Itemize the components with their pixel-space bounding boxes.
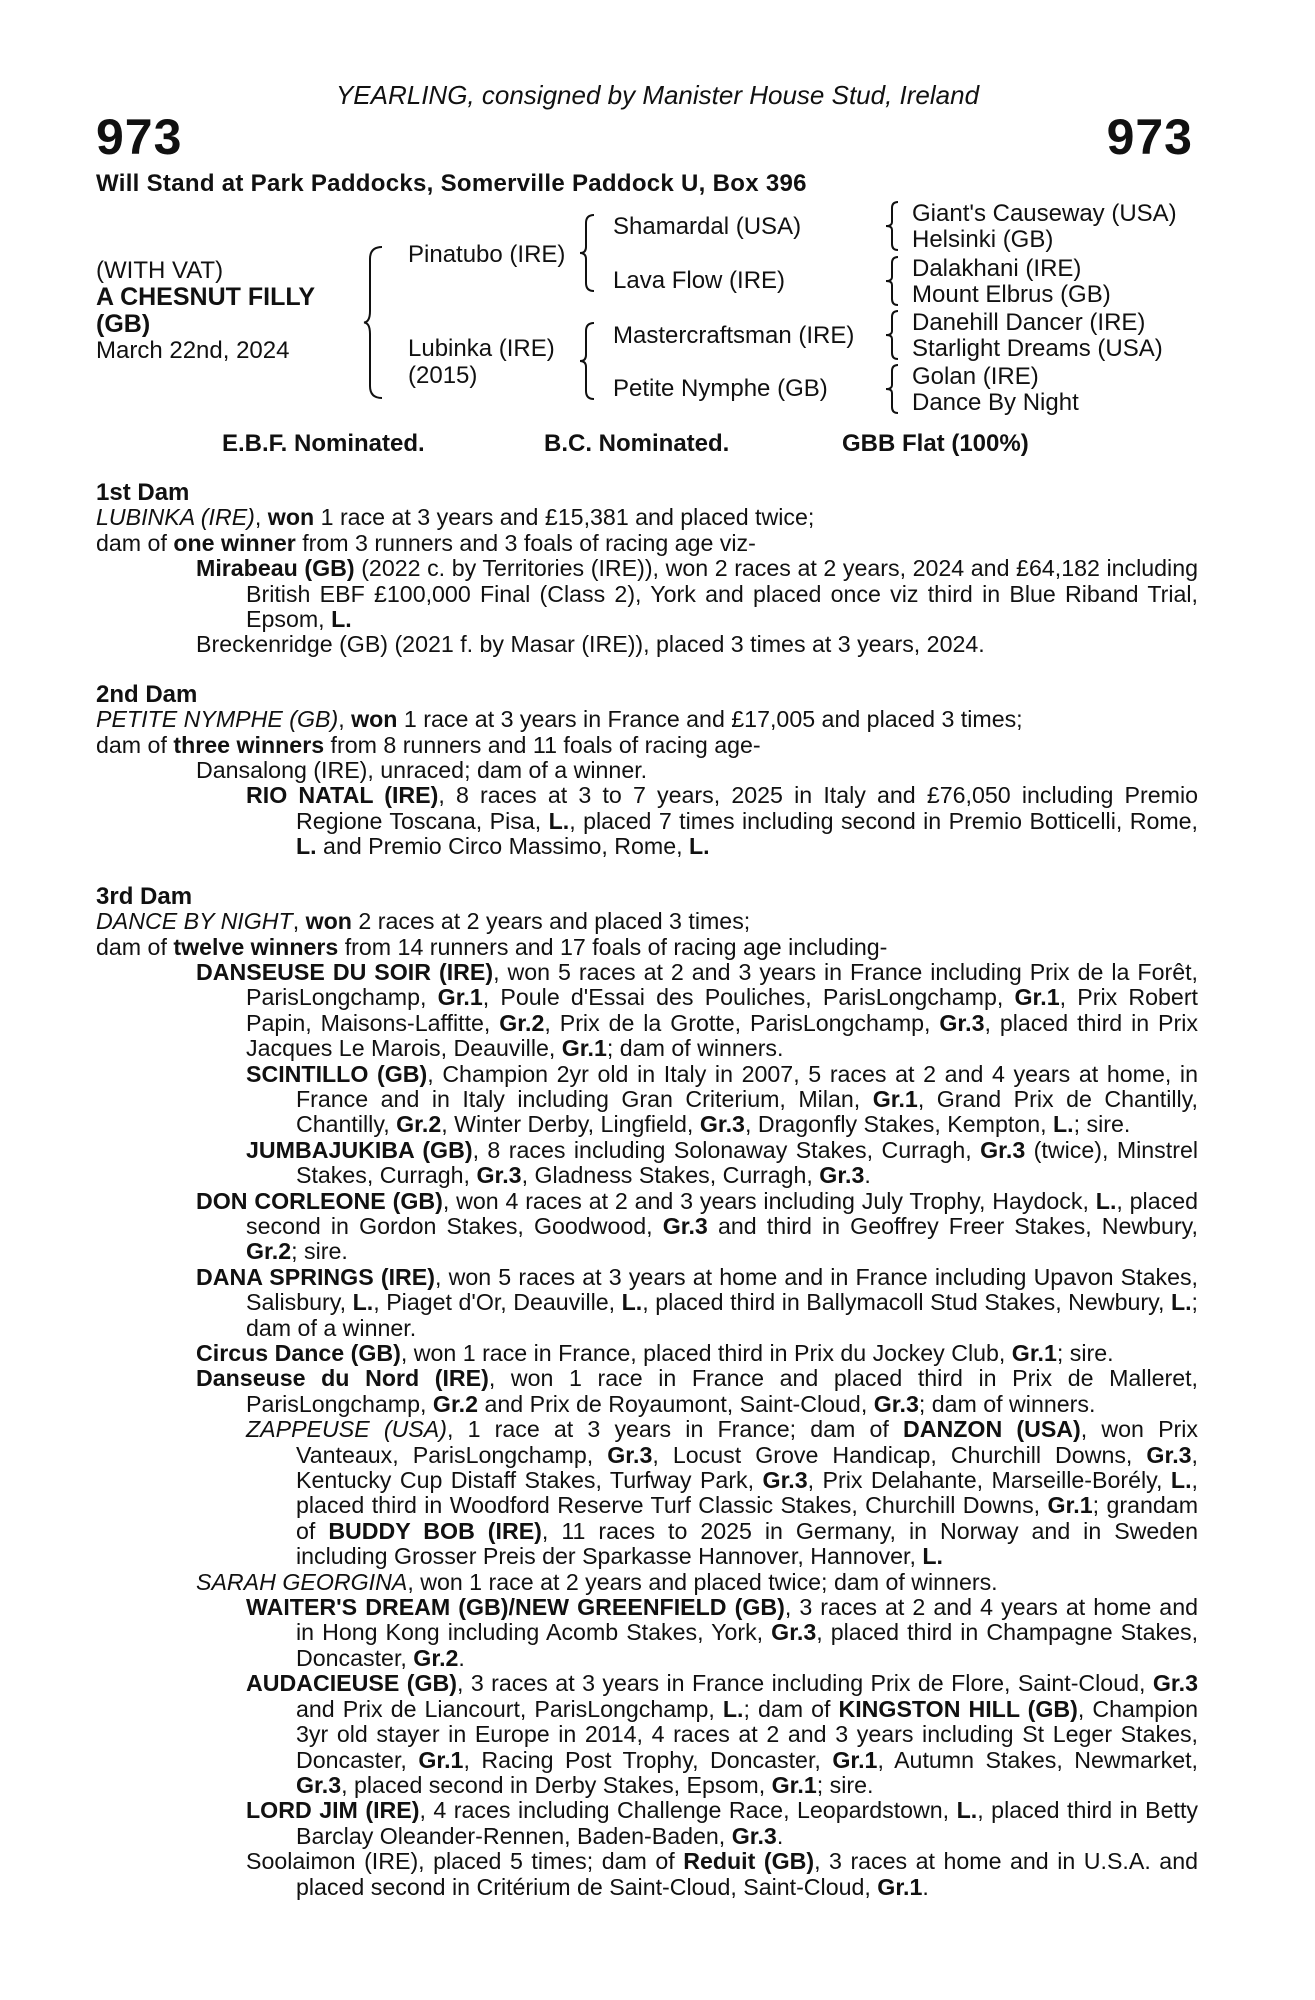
produce-entry: ZAPPEUSE (USA), 1 race at 3 years in France; dam of DANZON (USA), won Prix Vanteaux, ParisLongchamp, Gr.3, Locust Grove Handicap, Churchill Downs, Gr.3, Kentucky Cup Distaff Stakes, Turfway Park, Gr.3, Prix Delahante, Marseille-Borély, L., placed third in Woodford Reserve Turf Classic Stakes, Churchill Downs, Gr.1; grandam of BUDDY BOB (IRE), 11 races to 2025 in Germany, in Norway and in Sweden including Grosser Preis der Sparkasse Hannover, Hannover, L. bbox=[246, 1416, 1199, 1570]
produce-entry: Circus Dance (GB), won 1 race in France, placed third in Prix du Jockey Club, Gr.1; sire. bbox=[196, 1340, 1114, 1366]
dam-foaled-year: (2015) bbox=[408, 362, 478, 389]
produce-entry: DON CORLEONE (GB), won 4 races at 2 and 3 years including July Trophy, Haydock, L., placed second in Gordon Stakes, Goodwood, Gr.3 and third in Geoffrey Freer Stakes, Newbury, Gr.2; sire. bbox=[196, 1187, 1198, 1265]
produce-entry: Mirabeau (GB) (2022 c. by Territories (IRE)), won 2 races at 2 years, 2024 and £64,182 including British EBF £100,000 Final (Class 2), York and placed once viz third in Blue Riband Trial, Epsom, L. bbox=[196, 555, 1198, 633]
produce-entry: WAITER'S DREAM (GB)/NEW GREENFIELD (GB), 3 races at 2 and 4 years at home and in Hong Kong including Acomb Stakes, York, Gr.3, placed third in Champagne Stakes, Doncaster, Gr.2. bbox=[246, 1594, 1199, 1671]
consignor-subtitle: YEARLING, consigned by Manister House Stud, Ireland bbox=[335, 80, 980, 110]
produce-entry: DANSEUSE DU SOIR (IRE), won 5 races at 2 and 3 years in France including Prix de la Forêt, ParisLongchamp, Gr.1, Poule d'Essai des Pouliches, ParisLongchamp, Gr.1, Prix Robert Papin, Maisons-Laffitte, Gr.2, Prix de la Grotte, ParisLongchamp, Gr.3, placed third in Prix Jacques Le Marois, Deauville, Gr.1; dam of winners. bbox=[196, 958, 1198, 1062]
lot-number-left: 973 bbox=[96, 109, 183, 165]
gen3-8: Dance By Night bbox=[912, 389, 1079, 416]
gen3-2: Helsinki (GB) bbox=[912, 226, 1054, 253]
gbb-status: GBB Flat (100%) bbox=[842, 430, 1029, 457]
produce-entry: SARAH GEORGINA, won 1 race at 2 years and placed twice; dam of winners. bbox=[196, 1568, 998, 1595]
gen3-brace-4 bbox=[884, 363, 900, 415]
gen3-brace-1 bbox=[884, 200, 900, 252]
gen3-6: Starlight Dreams (USA) bbox=[912, 335, 1163, 362]
dam-sire: Mastercraftsman (IRE) bbox=[613, 322, 855, 349]
dam-brace bbox=[578, 321, 598, 401]
ebf-nomination: E.B.F. Nominated. bbox=[222, 430, 425, 457]
gen3-7: Golan (IRE) bbox=[912, 363, 1039, 390]
dam: Lubinka (IRE) bbox=[408, 335, 555, 362]
produce-entry: Soolaimon (IRE), placed 5 times; dam of Reduit (GB), 3 races at home and in U.S.A. and placed second in Critérium de Saint-Cloud, Saint-Cloud, Gr.1. bbox=[246, 1848, 1198, 1900]
third-dam-entry: DANCE BY NIGHT, won 2 races at 2 years and placed 3 times; bbox=[96, 908, 751, 935]
produce-entry: SCINTILLO (GB), Champion 2yr old in Italy in 2007, 5 races at 2 and 4 years at home, in France and in Italy including Gran Criterium, Milan, Gr.1, Grand Prix de Chantilly, Chantilly, Gr.2, Winter Derby, Lingfield, Gr.3, Dragonfly Stakes, Kempton, L.; sire. bbox=[246, 1060, 1198, 1138]
first-dam-heading: 1st Dam bbox=[96, 479, 190, 506]
produce-entry: AUDACIEUSE (GB), 3 races at 3 years in France including Prix de Flore, Saint-Cloud, Gr.3 and Prix de Liancourt, ParisLongchamp, L.; dam of KINGSTON HILL (GB), Champion 3yr old stayer in Europe in 2014, 4 races at 2 and 3 years including St Leger Stakes, Doncaster, Gr.1, Racing Post Trophy, Doncaster, Gr.1, Autumn Stakes, Newmarket, Gr.3, placed second in Derby Stakes, Epsom, Gr.1; sire. bbox=[246, 1670, 1199, 1798]
sire-brace bbox=[578, 213, 598, 293]
pedigree-brace bbox=[362, 245, 386, 400]
second-dam-entry: PETITE NYMPHE (GB), won 1 race at 3 years in France and £17,005 and placed 3 times; bbox=[96, 706, 1023, 733]
dam-history bbox=[96, 480, 1198, 1900]
dam-dam: Petite Nymphe (GB) bbox=[613, 375, 828, 402]
produce-entry: Breckenridge (GB) (2021 f. by Masar (IRE)), placed 3 times at 3 years, 2024. bbox=[196, 631, 985, 658]
produce-entry: DANA SPRINGS (IRE), won 5 races at 3 years at home and in France including Upavon Stakes, Salisbury, L., Piaget d'Or, Deauville, L., placed third in Ballymacoll Stud Stakes, Newbury, L.; dam of a winner. bbox=[196, 1263, 1198, 1341]
gen3-1: Giant's Causeway (USA) bbox=[912, 200, 1177, 227]
stand-location: Will Stand at Park Paddocks, Somerville Paddock U, Box 396 bbox=[96, 170, 807, 197]
produce-entry: Danseuse du Nord (IRE), won 1 race in France and placed third in Prix de Malleret, ParisLongchamp, Gr.2 and Prix de Royaumont, Saint-Cloud, Gr.3; dam of winners. bbox=[196, 1365, 1198, 1417]
foaling-date: March 22nd, 2024 bbox=[96, 337, 290, 364]
bc-nomination: B.C. Nominated. bbox=[544, 430, 730, 457]
second-dam-produce-summary: dam of three winners from 8 runners and 11 foals of racing age- bbox=[96, 731, 761, 758]
sire-dam: Lava Flow (IRE) bbox=[613, 267, 786, 294]
produce-entry: JUMBAJUKIBA (GB), 8 races including Solonaway Stakes, Curragh, Gr.3 (twice), Minstrel Stakes, Curragh, Gr.3, Gladness Stakes, Curragh, Gr.3. bbox=[246, 1136, 1198, 1189]
second-dam-heading: 2nd Dam bbox=[96, 680, 198, 708]
sire-sire: Shamardal (USA) bbox=[613, 213, 802, 240]
produce-entry: Dansalong (IRE), unraced; dam of a winner. bbox=[196, 757, 648, 784]
lot-number-right: 973 bbox=[1106, 109, 1193, 165]
gen3-5: Danehill Dancer (IRE) bbox=[912, 309, 1146, 336]
gen3-3: Dalakhani (IRE) bbox=[912, 255, 1082, 282]
sire: Pinatubo (IRE) bbox=[408, 241, 566, 268]
produce-entry: RIO NATAL (IRE), 8 races at 3 to 7 years, 2025 in Italy and £76,050 including Premio Regione Toscana, Pisa, L., placed 7 times including second in Premio Botticelli, Rome, L. and Premio Circo Massimo, Rome, L. bbox=[246, 782, 1199, 860]
gen3-4: Mount Elbrus (GB) bbox=[912, 281, 1111, 308]
first-dam-produce-summary: dam of one winner from 3 runners and 3 foals of racing age viz- bbox=[96, 529, 756, 556]
horse-name-line1: A CHESNUT FILLY bbox=[96, 283, 315, 311]
gen3-brace-3 bbox=[884, 309, 900, 361]
produce-entry: LORD JIM (IRE), 4 races including Challenge Race, Leopardstown, L., placed third in Betty Barclay Oleander-Rennen, Baden-Baden, Gr.3. bbox=[246, 1797, 1198, 1849]
third-dam-produce-summary: dam of twelve winners from 14 runners and 17 foals of racing age including- bbox=[96, 933, 888, 960]
third-dam-heading: 3rd Dam bbox=[96, 882, 193, 910]
gen3-brace-2 bbox=[884, 255, 900, 307]
first-dam-entry: LUBINKA (IRE), won 1 race at 3 years and £15,381 and placed twice; bbox=[96, 504, 815, 531]
horse-name-line2: (GB) bbox=[96, 310, 151, 338]
vat-label: (WITH VAT) bbox=[96, 257, 224, 284]
